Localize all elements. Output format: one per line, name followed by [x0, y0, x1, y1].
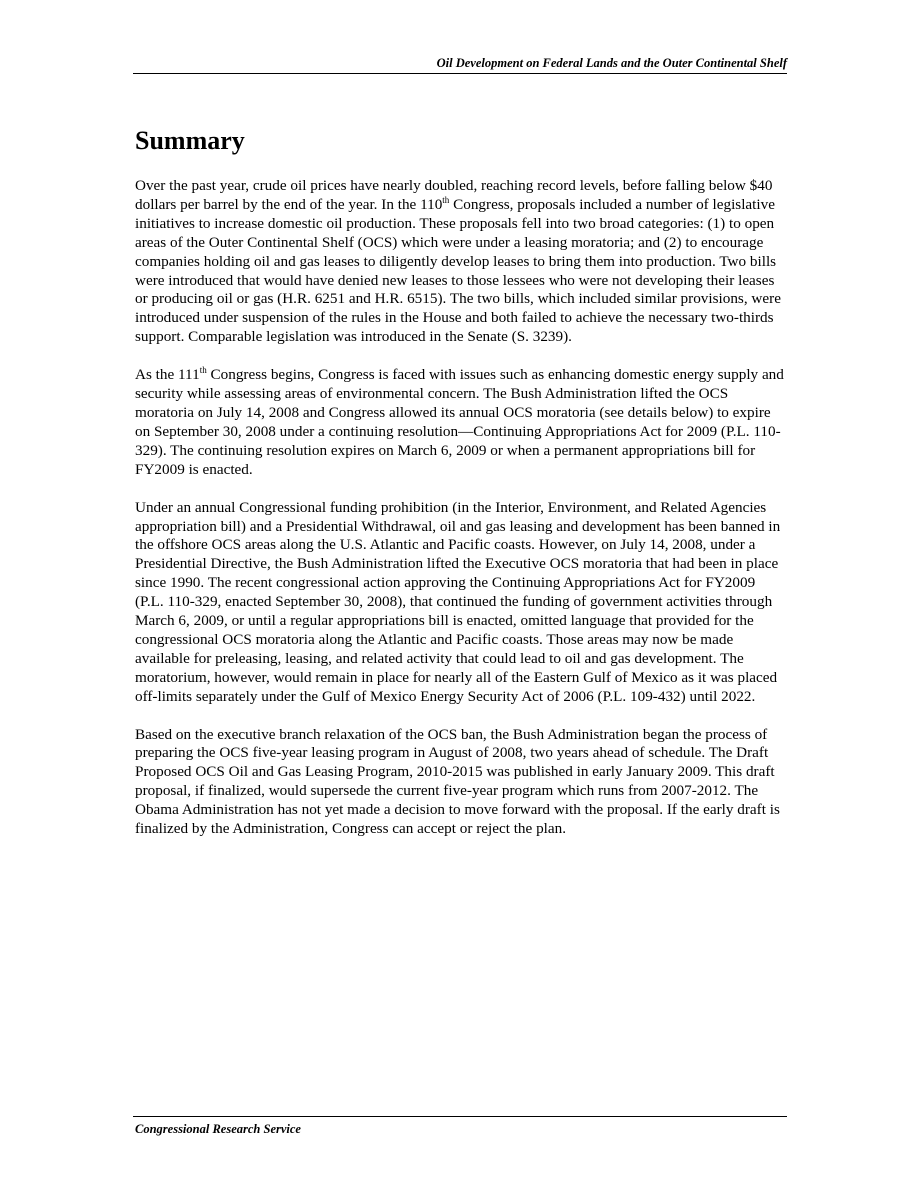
- paragraph-4: Based on the executive branch relaxation of the OCS ban, the Bush Administration began the process of preparing the OCS five-year leasing program in August of 2008, two years ahead of schedule. The Draft Proposed OCS Oil and Gas Leasing Program, 2010-2015 was published in early January 2009. This draft proposal, if finalized, would supersede the current five-year program which runs from 2007-2012. The Obama Administration has not yet made a decision to move forward with the proposal. If the early draft is finalized by the Administration, Congress can accept or reject the plan.: [135, 725, 780, 838]
- paragraph-1-text-a: Over the past year, crude oil prices have nearly doubled, reaching record levels, before falling below $40 dollars per barrel by the end of the year. In the 110: [135, 177, 773, 213]
- running-header: [133, 55, 787, 74]
- paragraph-1-text-b: Congress, proposals included a number of legislative initiatives to increase domestic oil production. These proposals fell into two broad categories: (1) to open areas of the Outer Continental Shelf (OCS) which were under a leasing moratoria; and (2) to encourage companies holding oil and gas leases to diligently develop leases to bring them into production. Two bills were introduced that would have denied new leases to those lessees who were not developing their leases or producing oil or gas (H.R. 6251 and H.R. 6515). The two bills, which included similar provisions, were introduced under suspension of the rules in the House and both failed to achieve the necessary two-thirds support. Comparable legislation was introduced in the Senate (S. 3239).: [135, 195, 781, 346]
- running-header-title: Oil Development on Federal Lands and the Outer Continental Shelf: [436, 56, 787, 70]
- footer-publisher: Congressional Research Service: [135, 1122, 301, 1136]
- paragraph-1: [135, 177, 785, 347]
- summary-body: [135, 177, 785, 858]
- paragraph-3: Under an annual Congressional funding prohibition (in the Interior, Environment, and Related Agencies appropriation bill) and a Presidential Withdrawal, oil and gas leasing and development has been banned in the offshore OCS areas along the U.S. Atlantic and Pacific coasts. However, on July 14, 2008, under a Presidential Directive, the Bush Administration lifted the Executive OCS moratoria that had been in place since 1990. The recent congressional action approving the Continuing Appropriations Act for FY2009 (P.L. 110-329, enacted September 30, 2008), that continued the funding of government activities through March 6, 2009, or until a regular appropriations bill is enacted, omitted language that provided for the congressional OCS moratoria along the Atlantic and Pacific coasts. Those areas may now be made available for preleasing, leasing, and related activity that could lead to oil and gas development. The moratorium, however, would remain in place for nearly all of the Eastern Gulf of Mexico as it was placed off-limits separately under the Gulf of Mexico Energy Security Act of 2006 (P.L. 109-432) until 2022.: [135, 498, 781, 705]
- paragraph-2-text-b: Congress begins, Congress is faced with issues such as enhancing domestic energy supply and security while assessing areas of environmental concern. The Bush Administration lifted the OCS moratoria on July 14, 2008 and Congress allowed its annual OCS moratoria (see details below) to expire on September 30, 2008 under a continuing resolution—Continuing Appropriations Act for 2009 (P.L. 110-329). The continuing resolution expires on March 6, 2009 or when a permanent appropriations bill for FY2009 is enacted.: [135, 366, 784, 478]
- ordinal-superscript: th: [199, 365, 207, 376]
- page-title: Summary: [135, 126, 245, 155]
- footer-divider: [133, 1116, 787, 1117]
- paragraph-2: [135, 366, 785, 479]
- paragraph-2-text-a: As the 111: [135, 366, 200, 384]
- ordinal-superscript: th: [442, 194, 450, 205]
